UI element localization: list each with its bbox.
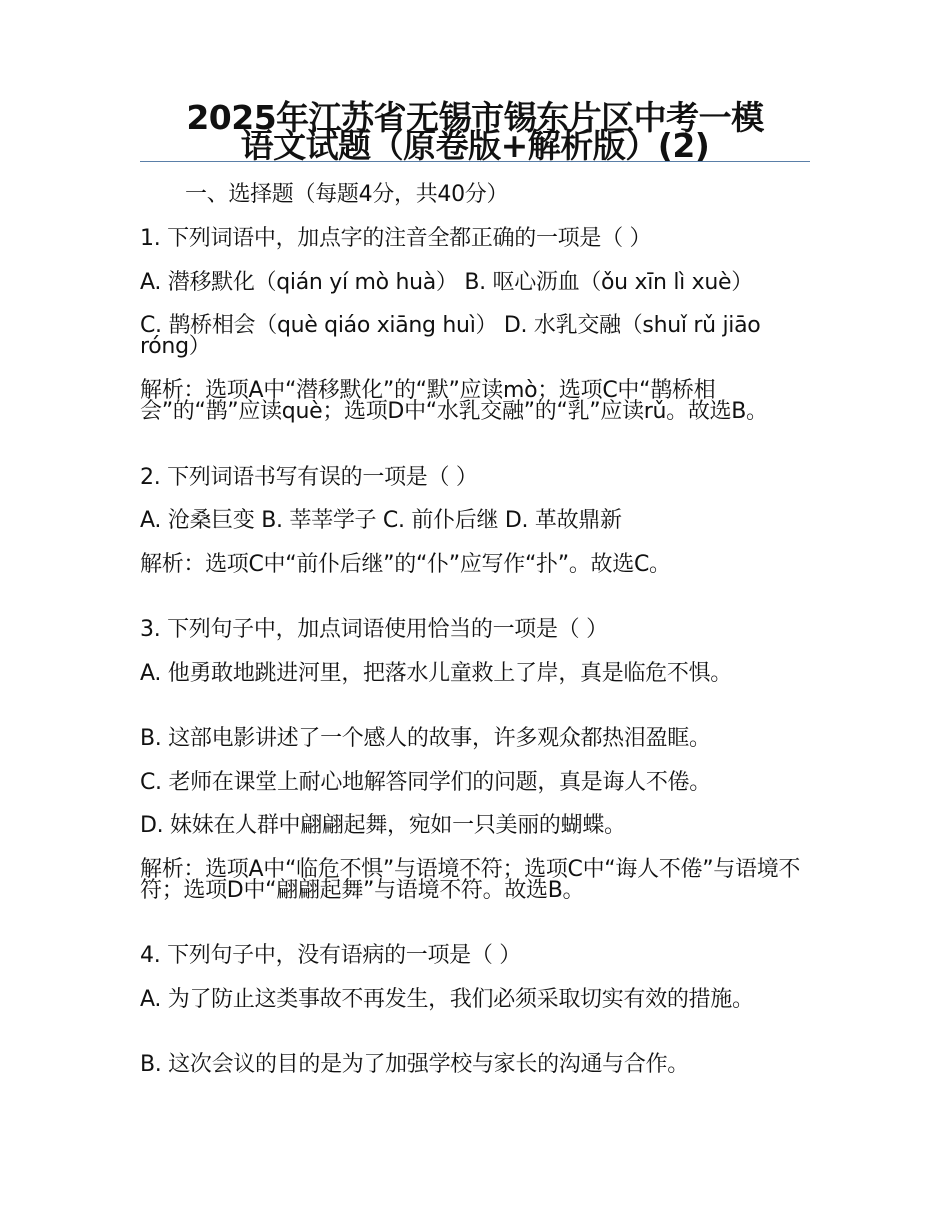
question-4-option-b: B. 这次会议的目的是为了加强学校与家长的沟通与合作。 — [140, 1052, 689, 1077]
question-3-option-a: A. 他勇敢地跳进河里，把落水儿童救上了岸，真是临危不惧。 — [140, 661, 732, 686]
question-4-stem: 4. 下列句子中，没有语病的一项是（ ） — [140, 943, 521, 968]
document-title — [140, 98, 810, 165]
question-3-analysis: 解析：选项A中“临危不惧”与语境不符；选项C中“诲人不倦”与语境不符；选项D中“翩翩起舞”与语境不符。故选B。 — [140, 857, 801, 903]
question-1-option-ab: A. 潜移默化（qián yí mò huà） B. 呕心沥血（ǒu xīn lì xuè） — [140, 270, 753, 295]
section-heading: 一、选择题（每题4分，共40分） — [185, 182, 509, 207]
question-2-analysis: 解析：选项C中“前仆后继”的“仆”应写作“扑”。故选C。 — [140, 552, 671, 577]
question-3-option-d: D. 妹妹在人群中翩翩起舞，宛如一只美丽的蝴蝶。 — [140, 813, 626, 838]
title-underline — [140, 161, 810, 162]
title-line-1: 2025年江苏省无锡市锡东片区中考一模 — [186, 98, 764, 137]
question-3-option-b: B. 这部电影讲述了一个感人的故事，许多观众都热泪盈眶。 — [140, 726, 711, 751]
question-3-option-c: C. 老师在课堂上耐心地解答同学们的问题，真是诲人不倦。 — [140, 770, 711, 795]
question-4-option-a: A. 为了防止这类事故不再发生，我们必须采取切实有效的措施。 — [140, 987, 754, 1012]
title-line-2: 语文试题（原卷版+解析版）(2) — [240, 126, 710, 165]
question-3-stem: 3. 下列句子中，加点词语使用恰当的一项是（ ） — [140, 617, 608, 642]
question-1-option-cd: C. 鹊桥相会（què qiáo xiāng huì） D. 水乳交融（shuǐ rǔ jiāo róng） — [140, 313, 761, 359]
question-1-stem: 1. 下列词语中，加点字的注音全都正确的一项是（ ） — [140, 226, 652, 251]
question-2-stem: 2. 下列词语书写有误的一项是（ ） — [140, 465, 478, 490]
question-2-options: A. 沧桑巨变 B. 莘莘学子 C. 前仆后继 D. 革故鼎新 — [140, 508, 622, 533]
question-1-analysis: 解析：选项A中“潜移默化”的“默”应读mò；选项C中“鹊桥相会”的“鹊”应读què；选项D中“水乳交融”的“乳”应读rǔ。故选B。 — [140, 378, 768, 424]
